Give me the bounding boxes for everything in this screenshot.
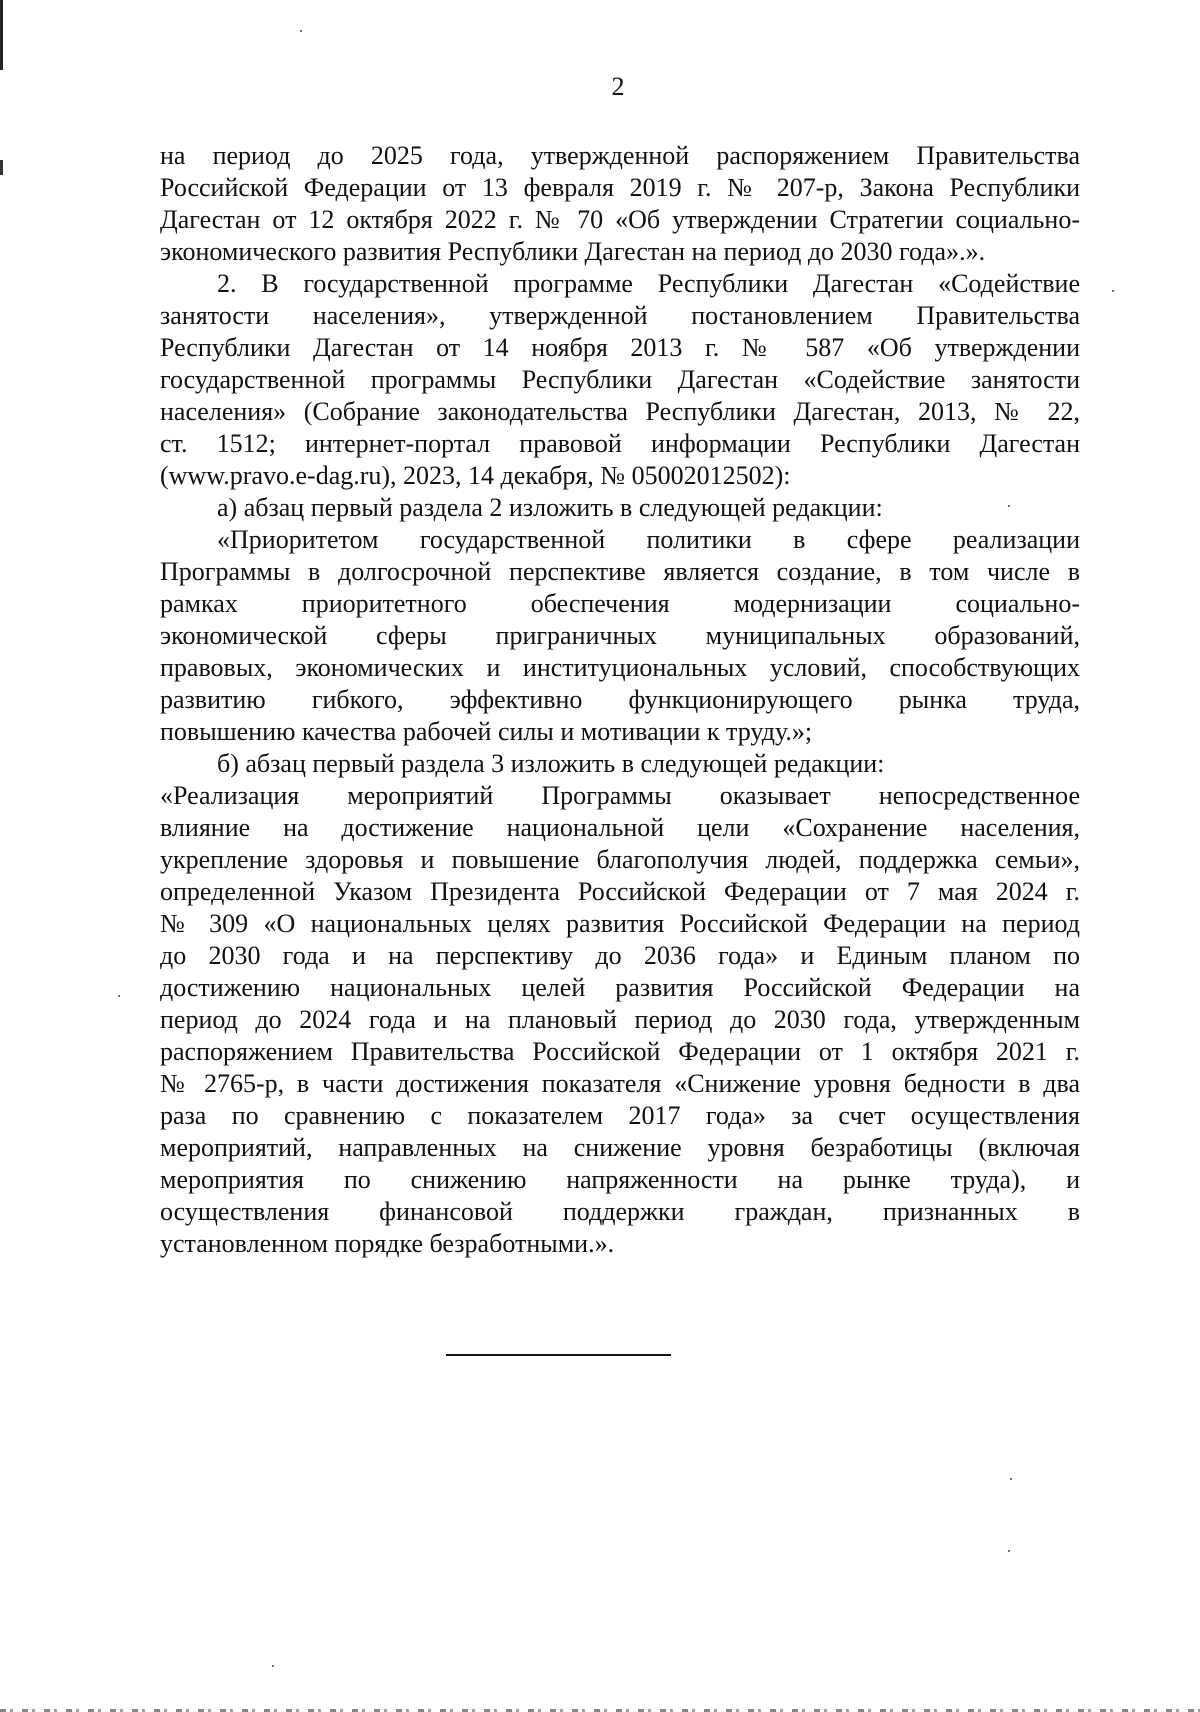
text-line: Республики Дагестан от 14 ноября 2013 г. № 587 «Об утверждении <box>160 333 1080 362</box>
text-line: «Приоритетом государственной политики в сфере реализации <box>217 525 1080 554</box>
scan-speck <box>1008 505 1010 507</box>
text-line: развитию гибкого, эффективно функционирующего рынка труда, <box>160 685 1080 714</box>
text-line: мероприятия по снижению напряженности на рынке труда), и <box>160 1165 1080 1194</box>
scan-speck <box>118 995 120 997</box>
text-line: на период до 2025 года, утвержденной распоряжением Правительства <box>160 141 1080 170</box>
text-line: занятости населения», утвержденной постановлением Правительства <box>160 301 1080 330</box>
text-line: Российской Федерации от 13 февраля 2019 г. № 207-р, Закона Республики <box>160 173 1080 202</box>
end-of-text-rule <box>446 1354 671 1356</box>
text-line: период до 2024 года и на плановый период до 2030 года, утвержденным <box>160 1005 1080 1034</box>
text-line: «Реализация мероприятий Программы оказывает непосредственное <box>160 781 1080 810</box>
text-line: 2. В государственной программе Республики Дагестан «Содействие <box>217 269 1080 298</box>
text-line: достижению национальных целей развития Российской Федерации на <box>160 973 1080 1002</box>
text-line: населения» (Собрание законодательства Республики Дагестан, 2013, № 22, <box>160 397 1080 426</box>
text-line: определенной Указом Президента Российской Федерации от 7 мая 2024 г. <box>160 877 1080 906</box>
text-line: повышению качества рабочей силы и мотивации к труду.»; <box>160 717 813 746</box>
text-line: установленном порядке безработными.». <box>160 1229 615 1258</box>
text-line: мероприятий, направленных на снижение уровня безработицы (включая <box>160 1133 1080 1162</box>
text-line: Программы в долгосрочной перспективе является создание, в том числе в <box>160 557 1080 586</box>
text-line: осуществления финансовой поддержки граждан, признанных в <box>160 1197 1080 1226</box>
scan-speck <box>300 30 302 32</box>
text-line: распоряжением Правительства Российской Федерации от 1 октября 2021 г. <box>160 1037 1080 1066</box>
document-body <box>160 140 1080 1260</box>
text-line: (www.pravo.e-dag.ru), 2023, 14 декабря, № 05002012502): <box>160 461 791 490</box>
text-line: Дагестан от 12 октября 2022 г. № 70 «Об утверждении Стратегии социально- <box>160 205 1080 234</box>
text-line: влияние на достижение национальной цели «Сохранение населения, <box>160 813 1080 842</box>
scan-speck <box>272 1665 274 1667</box>
text-line: № 2765-р, в части достижения показателя «Снижение уровня бедности в два <box>160 1069 1080 1098</box>
text-line: государственной программы Республики Дагестан «Содействие занятости <box>160 365 1080 394</box>
scan-left-edge <box>0 0 3 1712</box>
text-line: экономической сферы приграничных муниципальных образований, <box>160 621 1080 650</box>
page-number: 2 <box>611 72 625 101</box>
text-line: ст. 1512; интернет-портал правовой информации Республики Дагестан <box>160 429 1080 458</box>
text-line: а) абзац первый раздела 2 изложить в следующей редакции: <box>217 493 883 522</box>
text-line: до 2030 года и на перспективу до 2036 года» и Единым планом по <box>160 941 1080 970</box>
text-line: № 309 «О национальных целях развития Российской Федерации на период <box>160 909 1080 938</box>
text-line: экономического развития Республики Дагестан на период до 2030 года».». <box>160 237 986 266</box>
text-line: раза по сравнению с показателем 2017 года» за счет осуществления <box>160 1101 1080 1130</box>
scan-speck <box>1010 1478 1012 1480</box>
text-line: рамках приоритетного обеспечения модернизации социально- <box>160 589 1080 618</box>
text-line: правовых, экономических и институциональных условий, способствующих <box>160 653 1080 682</box>
scan-speck <box>1008 1550 1010 1552</box>
text-line: б) абзац первый раздела 3 изложить в следующей редакции: <box>217 749 885 778</box>
scan-speck <box>1112 290 1114 292</box>
text-line: укрепление здоровья и повышение благополучия людей, поддержка семьи», <box>160 845 1080 874</box>
